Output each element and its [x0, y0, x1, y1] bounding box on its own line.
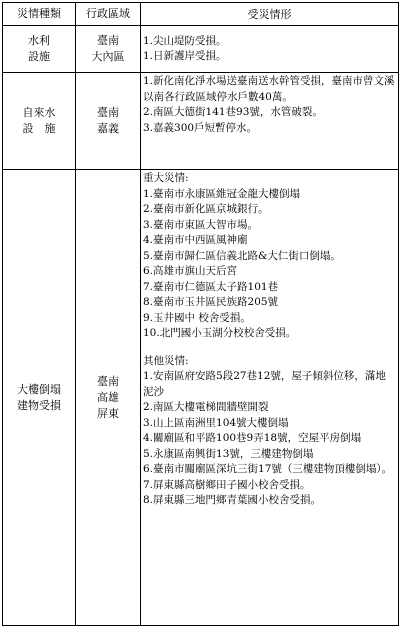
list-item: 3.臺南市東區大智市場。 — [143, 218, 259, 231]
category-line: 水利 — [28, 34, 50, 47]
district-line: 臺南 — [97, 106, 119, 119]
list-item: 4.臺南市中西區風神廟 — [143, 234, 248, 246]
header-row — [3, 3, 399, 26]
list-item: 2.臺南市新化區京城銀行。 — [143, 203, 269, 215]
other-disaster-title: 其他災情: — [143, 354, 189, 367]
major-disaster-title: 重大災情: — [143, 172, 189, 184]
list-item: 1.臺南市永康區維冠金龍大樓倒塌 — [143, 187, 301, 200]
list-item: 5.臺南市歸仁區信義北路&大仁街口倒塌。 — [143, 249, 341, 262]
list-item: 4.關廟區和平路100巷9弄18號，空屋平房倒塌 — [143, 432, 362, 444]
list-item: 9.玉井國中 校舍受損。 — [143, 311, 251, 324]
category-cell — [3, 73, 76, 170]
header-district: 行政區域 — [76, 3, 141, 26]
list-item: 8.屏東縣三地門鄉青葉國小校舍受損。 — [143, 494, 322, 506]
category-cell — [3, 170, 76, 626]
list-item: 6.臺南市關廟區深坑三街17號（三樓建物頂樓倒塌）。 — [143, 463, 393, 475]
situation-cell — [141, 170, 399, 626]
category-line: 設施 — [28, 50, 50, 63]
table-row — [3, 170, 399, 626]
category-line: 自來水 — [22, 106, 56, 119]
list-item: 5.永康區南興街13號，三樓建物倒塌 — [143, 447, 314, 460]
category-line: 大樓倒塌 — [17, 382, 61, 396]
list-item: 2.南區大樓電梯間牆壁開裂 — [143, 401, 269, 413]
disaster-table — [2, 2, 399, 626]
list-item: 3.山上區南洲里104號大樓倒塌 — [143, 416, 289, 429]
category-cell — [3, 26, 76, 73]
list-item: 7.屏東縣高樹鄉田子國小校舍受損。 — [143, 478, 311, 491]
list-item: 3.嘉義300戶短暫停水。 — [143, 121, 258, 134]
list-item: 8.臺南市玉井區民族路205號 — [143, 296, 279, 308]
table-row — [3, 73, 399, 170]
list-item: 1.新化南化淨水場送臺南送水幹管受損，臺南市曾文溪以南各行政區域停水戶數40萬。 — [143, 75, 395, 103]
header-category: 災情種類 — [3, 3, 76, 26]
district-line: 臺南 — [97, 34, 119, 47]
district-line: 高雄 — [97, 390, 119, 404]
district-line: 屏東 — [97, 406, 119, 420]
district-line: 嘉義 — [97, 122, 119, 135]
list-item: 7.臺南市仁德區太子路101巷 — [143, 280, 279, 293]
category-line: 建物受損 — [17, 398, 61, 412]
list-item: 6.高雄市旗山天后宮 — [143, 265, 238, 277]
list-item: 10.北門國小玉湖分校校舍受損。 — [143, 327, 297, 339]
list-item: 1.尖山堤防受損。 — [143, 34, 227, 47]
header-situation: 受災情形 — [141, 3, 399, 26]
list-item: 1.日新護岸受損。 — [143, 50, 227, 62]
table-row — [3, 26, 399, 73]
situation-cell — [141, 26, 399, 73]
district-line: 大內區 — [91, 50, 125, 63]
section-spacer — [143, 342, 396, 354]
district-cell — [76, 26, 141, 73]
list-item: 1.安南區府安路5段27巷12號，屋子傾斜位移，滿地泥沙 — [143, 370, 386, 398]
district-line: 臺南 — [97, 374, 119, 388]
category-line: 設 施 — [22, 122, 56, 135]
district-cell — [76, 170, 141, 626]
district-cell — [76, 73, 141, 170]
list-item: 2.南區大德街141巷93號，水管破裂。 — [143, 106, 323, 118]
situation-cell — [141, 73, 399, 170]
